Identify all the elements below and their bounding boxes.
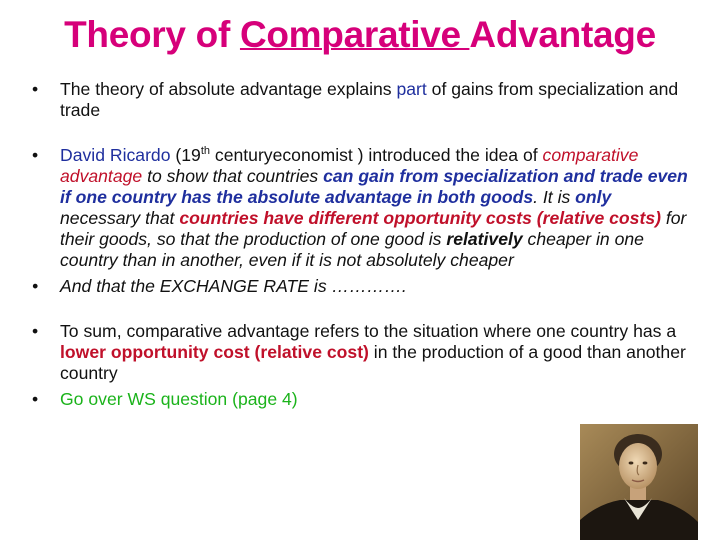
gain-from-trade-phrase: can gain from specialization and trade even if one country has the absolute advantage in both goods [60,166,688,207]
bullet-list [32,79,692,410]
title-part-1: Theory of [64,14,240,55]
century-superscript: th [200,145,211,157]
bullet4-text-3: in the production of a good than another country [60,342,686,383]
bullet2-text-7: . It is [533,187,576,207]
bullet2-text-5: to show that countries [142,166,324,186]
bullet1-text-part: part [396,79,427,99]
bullet2-text-2: (19 [170,145,201,165]
lower-opportunity-cost-phrase: lower opportunity cost (relative cost) [60,342,369,362]
bullet-ricardo [32,145,692,271]
bullet2-text-11: for their goods, so that the production of one good is [60,208,687,249]
title-part-3: Advantage [469,14,656,55]
opportunity-costs-phrase: countries have different opportunity costs (relative costs) [179,208,661,228]
only-emphasis: only [575,187,612,207]
bullet1-text-3: of gains from specialization and trade [60,79,679,120]
portrait-icon [580,424,698,540]
relatively-emphasis: relatively [446,229,523,249]
title-part-2-underlined: Comparative [239,14,470,55]
bullet2-text-3: centuryeconomist ) introduced the idea of [210,145,543,165]
bullet2-text-13: cheaper in one country than in another, even if it is not absolutely cheaper [60,229,644,270]
slide-title [0,14,720,56]
bullet1-text-1: The theory of absolute advantage explains [60,79,397,99]
comparative-advantage-term: comparative advantage [60,145,639,186]
ricardo-portrait-image [580,424,698,540]
bullet2-text-9: necessary that [60,208,180,228]
ricardo-name: David Ricardo [60,145,171,165]
bullet4-text-1: To sum, comparative advantage refers to the situation where one country has a [60,321,677,341]
bullet-absolute-advantage [32,79,692,121]
bullet-summary [32,321,692,384]
bullet-ws-question: • Go over WS question (page 4) [32,389,692,410]
bullet-exchange-rate: • And that the EXCHANGE RATE is …………. [32,276,692,297]
